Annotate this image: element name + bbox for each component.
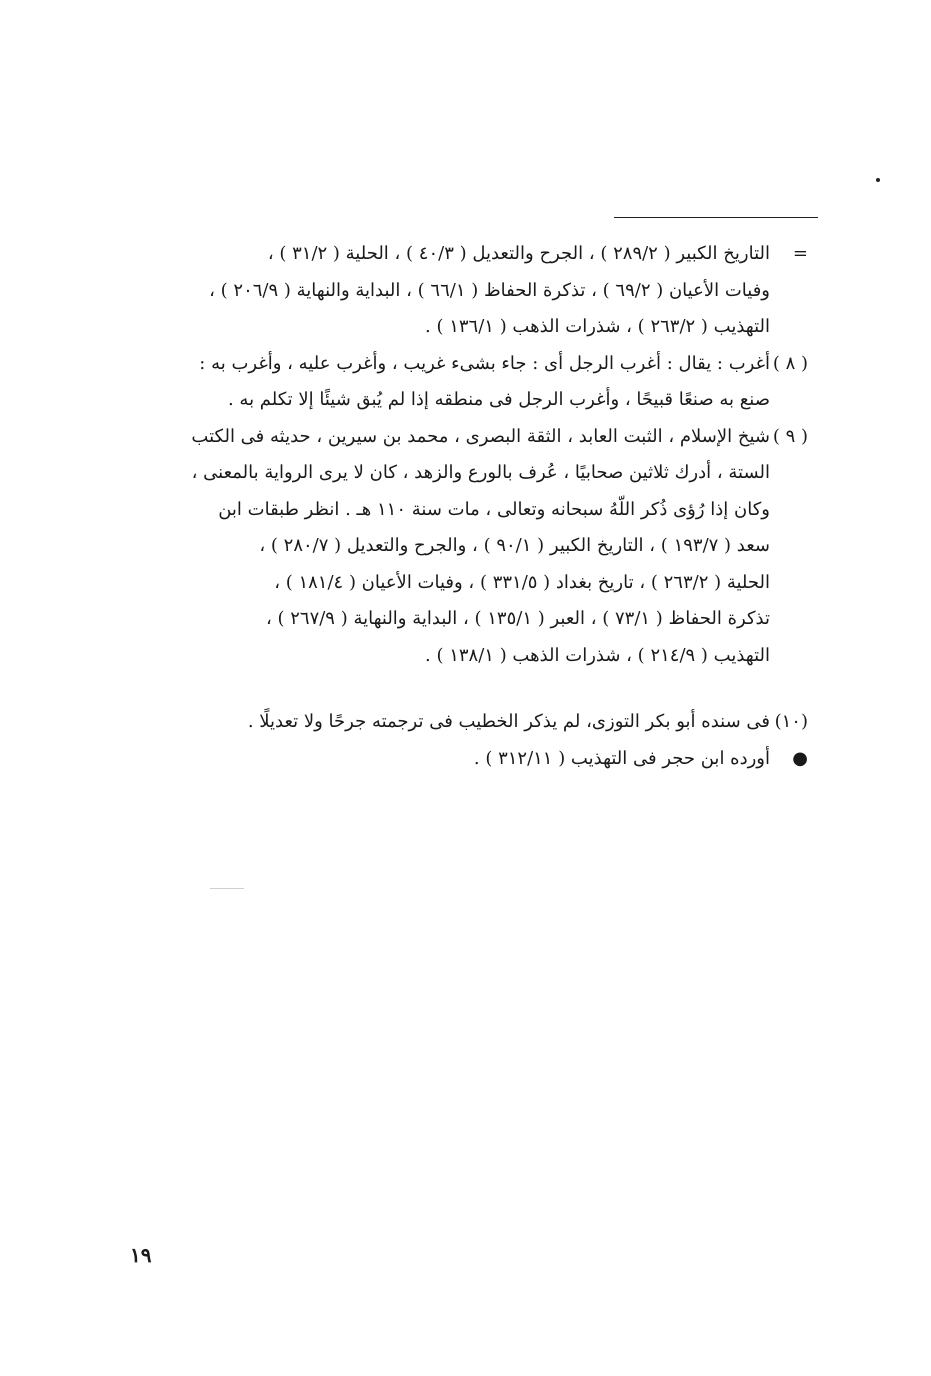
footnote-9 [128,419,808,675]
footnote-continuation [128,236,808,346]
footnote-line: الستة ، أدرك ثلاثين صحابيًا ، عُرف بالورع والزهد ، كان لا يرى الرواية بالمعنى ، [191,462,770,483]
faint-scan-mark [210,888,244,889]
footnote-8 [128,346,808,419]
bullet-marker: ● [792,747,808,769]
footnote-line: الحلية ( ٢٦٣/٢ ) ، تاريخ بغداد ( ٣٣١/٥ ) ، وفيات الأعيان ( ١٨١/٤ ) ، [274,571,770,593]
footnote-marker: = [792,243,808,264]
footnote-line: وكان إذا رُؤى ذُكر اللّهُ سبحانه وتعالى ، مات سنة ١١٠ هـ . انظر طبقات ابن [218,498,770,520]
footnote-line: شيخ الإسلام ، الثبت العابد ، الثقة البصرى ، محمد بن سيرين ، حديثه فى الكتب [191,425,770,447]
spacer [128,674,808,704]
footnote-marker: (١٠) [774,711,808,732]
footnote-line: تذكرة الحفاظ ( ٧٣/١ ) ، العبر ( ١٣٥/١ ) ، البداية والنهاية ( ٢٦٧/٩ ) ، [265,608,770,629]
footnote-separator [614,217,818,218]
footnote-line: أورده ابن حجر فى التهذيب ( ٣١٢/١١ ) . [473,747,770,769]
footnote-marker: ( ٨ ) [772,352,808,374]
footnote-line: سعد ( ١٩٣/٧ ) ، التاريخ الكبير ( ٩٠/١ ) ، والجرح والتعديل ( ٢٨٠/٧ ) ، [259,535,770,556]
footnote-line: التهذيب ( ٢٦٣/٢ ) ، شذرات الذهب ( ١٣٦/١ ) . [425,316,770,337]
footnote-line: التاريخ الكبير ( ٢٨٩/٢ ) ، الجرح والتعديل ( ٤٠/٣ ) ، الحلية ( ٣١/٢ ) ، [267,243,770,264]
footnote-line: فى سنده أبو بكر التوزى، لم يذكر الخطيب فى ترجمته جرحًا ولا تعديلًا . [247,711,770,732]
footnote-line: أغرب : يقال : أغرب الرجل أى : جاء بشىء غريب ، وأغرب عليه ، وأغرب به : [199,352,770,374]
footnote-marker: ( ٩ ) [772,425,808,447]
footnote-bullet [128,741,808,778]
footnote-line: صنع به صنعًا قبيحًا ، وأغرب الرجل فى منطقه إذا لم يُبق شيئًا إلا تكلم به . [227,389,770,410]
footnotes [128,236,808,777]
footnote-10 [128,704,808,741]
footnote-line: التهذيب ( ٢١٤/٩ ) ، شذرات الذهب ( ١٣٨/١ ) . [425,644,770,666]
footnote-line: وفيات الأعيان ( ٦٩/٢ ) ، تذكرة الحفاظ ( ٦٦/١ ) ، البداية والنهاية ( ٢٠٦/٩ ) ، [209,279,770,301]
page-number: ١٩ [130,1243,152,1267]
margin-dot [876,178,880,182]
